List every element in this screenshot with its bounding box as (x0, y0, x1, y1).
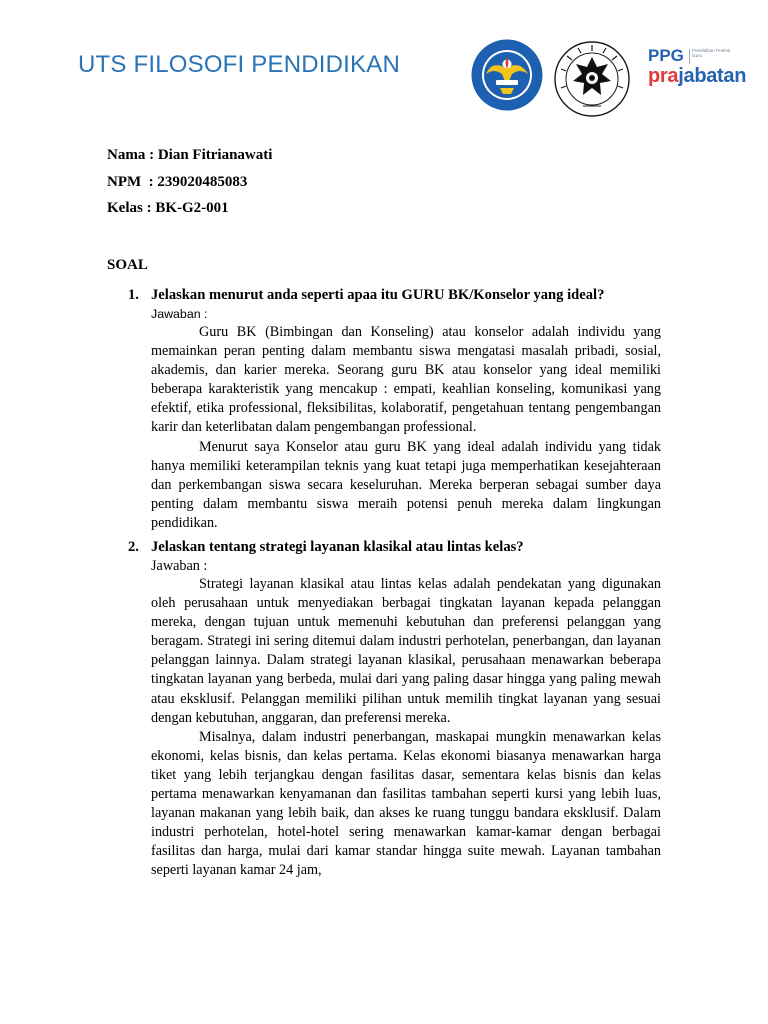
student-identity (107, 145, 272, 225)
question-title (128, 285, 661, 305)
student-class: Kelas : BK-G2-001 (107, 200, 229, 216)
ppg-wordmark-part1: pra (648, 65, 679, 87)
answer-body (151, 557, 661, 881)
answer-paragraph: Misalnya, dalam industri penerbangan, maskapai mungkin menawarkan kelas ekonomi, kelas bisnis, dan kelas pertama. Kelas ekonomi biasanya menawarkan harga tiket yang lebih terjangkau dengan fasilitas dasar, sementara kelas bisnis dan kelas pertama menawarkan kenyamanan dan fasilitas tambahan seperti kursi yang lebih luas, layanan makanan yang lebih baik, dan akses ke ruang tunggu bandara eksklusif. Dalam industri perhotelan, hotel-hotel sering menawarkan kamar-kamar dengan berbagai fasilitas dan harga, mulai dari kamar standar hingga suite mewah. Layanan tambahan seperti layanan kamar 24 jam, (151, 728, 661, 879)
ppg-prajabatan-logo (648, 46, 758, 96)
ppg-logo-top: PPG (648, 46, 684, 65)
answer-body (151, 305, 661, 533)
ppg-logo-subtitle: Pendidikan Profesi Guru (692, 48, 731, 59)
answer-paragraph: Menurut saya Konselor atau guru BK yang ideal adalah individu yang tidak hanya memiliki keterampilan teknis yang kuat tetapi juga memperhatikan kesejahteraan dan perkembangan siswa secara keseluruhan. Mereka berperan sebagai sumber daya penting dalam membantu siswa meraih potensi penuh mereka dalam lingkungan pendidikan. (151, 438, 661, 531)
question-2 (128, 537, 661, 881)
question-text: Jelaskan tentang strategi layanan klasikal atau lintas kelas? (151, 539, 524, 555)
answer-paragraph: Strategi layanan klasikal atau lintas kelas adalah pendekatan yang digunakan oleh perusahaan untuk menyediakan berbagai tingkatan layanan kepada pelanggan mereka, dengan tujuan untuk memenuhi kebutuhan dan preferensi pelanggan yang beragam. Strategi ini sering ditemui dalam industri perhotelan, penerbangan, dan layanan pelanggan lainnya. Dalam strategi layanan klasikal, perusahaan menawarkan beberapa tingkatan layanan yang berbeda, mulai dari yang paling dasar hingga yang paling mewah atau eksklusif. Pelanggan memiliki pilihan untuk memilih tingkat layanan yang sesuai dengan kebutuhan, anggaran, dan preferensi mereka. (151, 576, 661, 726)
question-1 (128, 285, 661, 533)
ppg-wordmark-part2: jabatan (678, 65, 747, 87)
student-name: Nama : Dian Fitrianawati (107, 147, 273, 163)
answer-label: Jawaban : (151, 558, 208, 574)
question-text: Jelaskan menurut anda seperti apaa itu GURU BK/Konselor yang ideal? (151, 287, 605, 303)
unm-university-seal (553, 40, 631, 118)
answer-paragraph: Guru BK (Bimbingan dan Konseling) atau konselor adalah individu yang memainkan peran penting dalam membantu siswa mengatasi masalah pribadi, sosial, akademis, dan karier mereka. Seorang guru BK atau konselor yang ideal memiliki beberapa karakteristik yang mencakup : empati, keahlian konseling, komunikasi yang efektif, etika professional, fleksibilitas, kolaboratif, pengetahuan tentang pengembangan karir dan keterlibatan dalam pengembangan professional. (151, 324, 661, 436)
ppg-logo-divider (689, 49, 690, 64)
student-npm: NPM : 239020485083 (107, 173, 248, 190)
question-number: 1. (128, 287, 139, 303)
question-number: 2. (128, 539, 139, 555)
document-title: UTS FILOSOFI PENDIDIKAN (78, 51, 400, 78)
question-title (128, 537, 661, 557)
kemdikbud-tut-wuri-handayani-logo (462, 38, 552, 112)
ppg-logo-wordmark (648, 64, 746, 88)
answer-label: Jawaban : (151, 307, 208, 321)
soal-heading: SOAL (107, 257, 148, 273)
